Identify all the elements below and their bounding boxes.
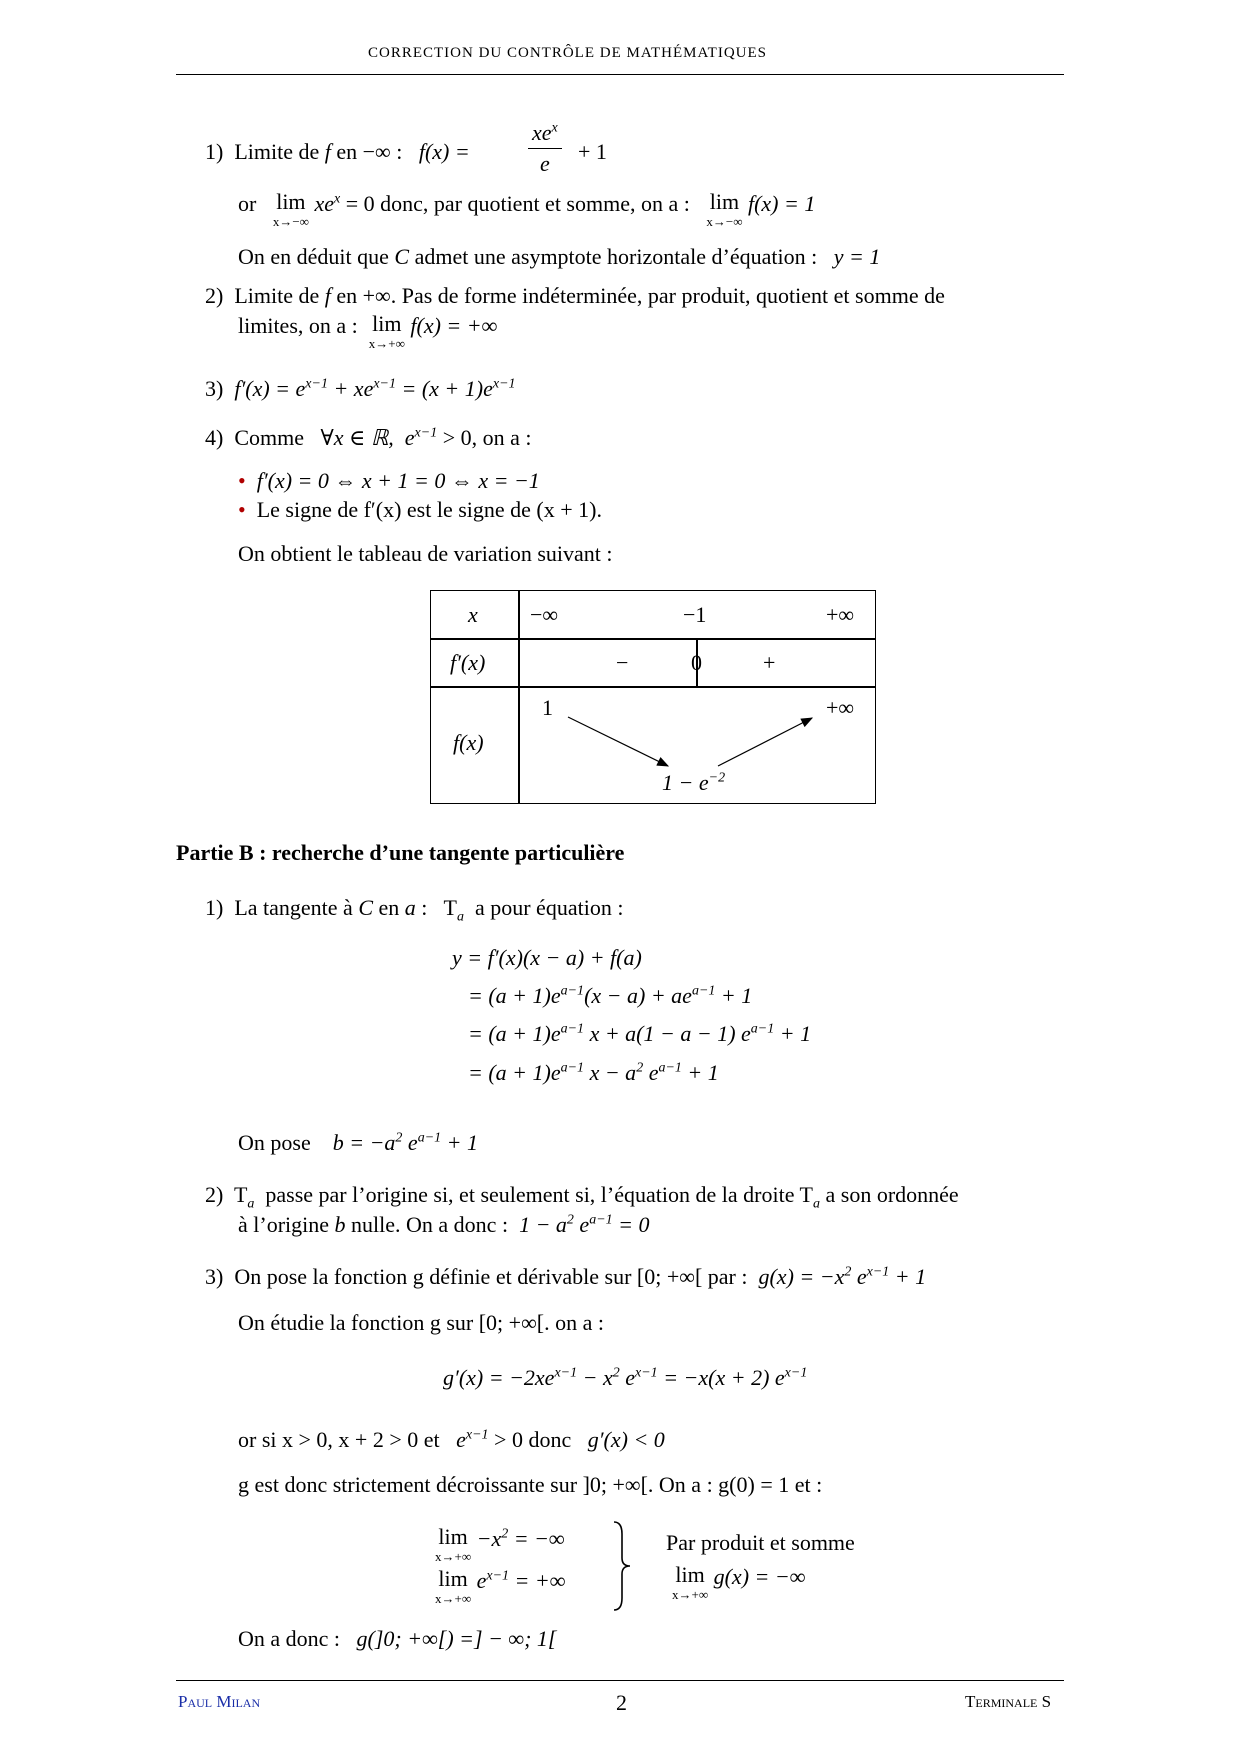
final-image: On a donc : g(]0; +∞[) =] − ∞; 1[ [238,1626,557,1651]
partA-q2-line1: 2) Limite de f en +∞. Pas de forme indéterminée, par produit, quotient et somme de [205,283,945,308]
limit-operator: lim x→−∞ [706,189,743,229]
partB-q2-line2: à l’origine b nulle. On a donc : $1 - a^2$ $e^{a-1} = 0$ [238,1212,650,1237]
tangent-eq-4: = $(a + 1)e^{a-1}$ $x - a^2$ $e^{a-1} + 1$ [468,1060,719,1085]
sign-argument: or si x > 0, x + 2 > 0 et $e^{x-1} > 0$ donc g′(x) < 0 [238,1427,665,1452]
limit-operator: lim x→+∞ [435,1524,472,1564]
partA-q1-line3: On en déduit que C admet une asymptote horizontale d’équation : y = 1 [238,244,881,269]
sign-minus: − [616,650,629,675]
partB-q3-line1: 3) On pose la fonction g définie et dérivable sur [0; +∞[ par : $g(x) = -x^2$ $e^{x-1} + 1$ [205,1264,927,1289]
row-label-fprime: f′(x) [450,650,486,675]
x-plus-inf: +∞ [826,602,855,627]
tangent-eq-1: y = f′(x)(x − a) + f(a) [452,945,642,970]
partA-q3: 3) $f'(x) = e^{x-1} + xe^{x-1} = (x + 1)e^{x-1}$ [205,376,516,401]
arrow-decreasing [568,717,668,766]
bullet-icon: • [238,497,246,522]
limit-line-1: lim x→+∞ $-x^2$ = −∞ [435,1524,565,1564]
partA-q1-line2: or lim x→−∞ $xe^x = 0$ donc, par quotient et somme, on a : lim x→−∞ f(x) = 1 [238,189,816,229]
limit-operator: lim x→+∞ [672,1562,709,1602]
table-intro: On obtient le tableau de variation suivant : [238,541,613,566]
arrow-increasing [718,718,812,766]
f-value-minimum: $1 - e^{-2}$ [662,770,726,795]
f-value-plus-inf: +∞ [826,695,855,720]
header-title: CORRECTION DU CONTRÔLE DE MATHÉMATIQUES [368,45,767,61]
row-label-x: x [468,602,478,627]
brace-limit: lim x→+∞ g(x) = −∞ [672,1562,806,1602]
partB-q2-line1: 2) $T_a$ passe par l’origine si, et seulement si, l’équation de la droite $T_a$ a son ordonnée [205,1182,959,1212]
derivative-g: $g'(x) = -2xe^{x-1} - x^2$ $e^{x-1} = -x(x + 2)$ $e^{x-1}$ [443,1365,808,1390]
sign-zero: 0 [691,650,702,675]
right-brace-icon [612,1520,632,1612]
x-minus-one: −1 [683,602,707,627]
limit-operator: lim x→+∞ [435,1566,472,1606]
limit-operator: lim x→+∞ [368,311,405,351]
partA-q1-plus1: + 1 [578,139,607,164]
limit-line-2: lim x→+∞ $e^{x-1}$ = +∞ [435,1566,566,1606]
tangent-eq-3: = $(a + 1)e^{a-1}$ x + a(1 − a − 1) $e^{a-1} + 1$ [468,1021,812,1046]
bullet-icon: • [238,468,246,493]
study-g: On étudie la fonction g sur [0; +∞[. on a : [238,1310,604,1335]
partA-q2-line2: limites, on a : lim x→+∞ f(x) = +∞ [238,311,498,351]
f-value-1: 1 [542,695,553,720]
tangent-eq-2: = $(a + 1)e^{a-1}(x - a) + ae^{a-1} + 1$ [468,983,753,1008]
footer-class: Terminale S [965,1692,1052,1711]
footer-rule [176,1680,1064,1681]
sign-plus: + [763,650,776,675]
bullet-2: • Le signe de f′(x) est le signe de (x + 1). [238,497,602,522]
row-label-f: f(x) [453,730,484,755]
x-minus-inf: −∞ [530,602,559,627]
brace-text: Par produit et somme [666,1530,855,1555]
pose-b: On pose $b = -a^2$ $e^{a-1} + 1$ [238,1130,478,1155]
fraction: $\frac{xe^x}{e}$ [528,120,562,177]
partA-q4: 4) Comme ∀x ∈ ℝ, $e^{x-1} > 0$, on a : [205,425,532,450]
partA-q1-line1: 1) Limite de f en −∞ : f(x) = [205,139,470,164]
limit-operator: lim x→−∞ [272,189,309,229]
partB-q1: 1) La tangente à C en a : $T_a$ a pour équation : [205,895,624,925]
footer-page: 2 [616,1690,627,1715]
partB-title: Partie B : recherche d’une tangente particulière [176,840,625,865]
bullet-1: • f′(x) = 0 ⇔ x + 1 = 0 ⇔ x = −1 [238,468,540,493]
decreasing-statement: g est donc strictement décroissante sur ]0; +∞[. On a : g(0) = 1 et : [238,1472,823,1497]
footer-author: Paul Milan [178,1692,261,1711]
